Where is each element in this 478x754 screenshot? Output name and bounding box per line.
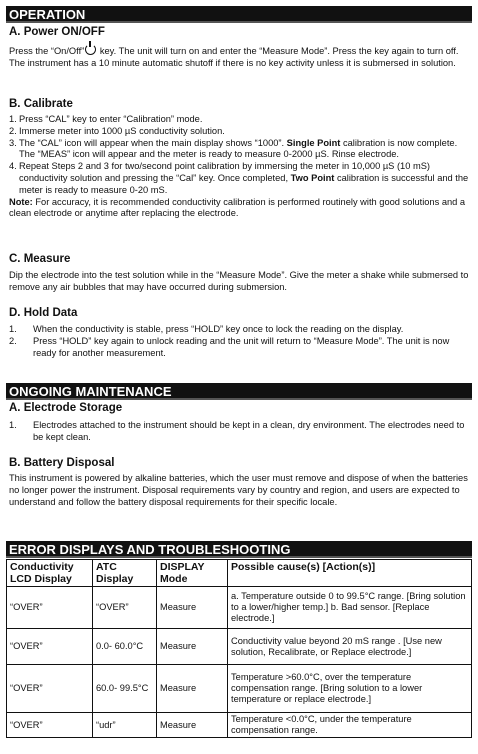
step-text-b: calibration is successful and the meter is ready to measure 0-20 mS. xyxy=(19,172,469,195)
list-item xyxy=(9,114,471,126)
power-paragraph xyxy=(9,44,471,70)
calibrate-heading: B. Calibrate xyxy=(9,98,73,110)
section-operation-header: OPERATION xyxy=(6,6,472,23)
col-display-mode: DISPLAY Mode xyxy=(157,560,228,587)
step-number: 2. xyxy=(9,125,17,136)
col-possible-causes: Possible cause(s) [Action(s)] xyxy=(228,560,472,587)
list-item xyxy=(9,126,471,138)
cell-mode: Measure xyxy=(157,713,228,738)
calibrate-steps xyxy=(9,114,471,220)
section-errors-header: ERROR DISPLAYS AND TROUBLESHOOTING xyxy=(6,541,472,558)
step-text: When the conductivity is stable, press “HOLD” key once to lock the reading on the display. xyxy=(33,324,404,334)
calibrate-note xyxy=(9,197,471,221)
table-row xyxy=(7,713,472,738)
cell-cause: Temperature >60.0°C, over the temperature compensation range. [Bring solution to a lower temperature or replace electrode.] xyxy=(228,665,472,713)
cell-mode: Measure xyxy=(157,629,228,665)
cell-lcd: “OVER” xyxy=(7,713,93,738)
list-item xyxy=(9,420,471,444)
cell-atc: 60.0- 99.5°C xyxy=(93,665,157,713)
note-text: For accuracy, it is recommended conductivity calibration is performed routinely with good solutions and a clean electrode or anytime after replacing the electrode. xyxy=(9,196,466,219)
step-number: 1. xyxy=(9,420,17,430)
measure-heading: C. Measure xyxy=(9,253,71,265)
section-maintenance-header: ONGOING MAINTENANCE xyxy=(6,383,472,400)
cell-lcd: “OVER” xyxy=(7,665,93,713)
step-number: 3. xyxy=(9,137,17,148)
step-text-a: The “CAL” icon will appear when the main display shows “1000”. xyxy=(19,137,287,148)
error-table xyxy=(6,559,472,738)
table-row xyxy=(7,665,472,713)
step-text: Immerse meter into 1000 µS conductivity solution. xyxy=(19,125,225,136)
col-atc-display: ATC Display xyxy=(93,560,157,587)
step-text xyxy=(19,161,471,196)
note-label: Note: xyxy=(9,196,33,207)
step-number: 2. xyxy=(9,335,17,346)
storage-steps xyxy=(9,420,471,444)
cell-atc: “OVER” xyxy=(93,587,157,629)
list-item xyxy=(9,138,471,162)
step-text-b: calibration is now complete. The “MEAS” icon will appear and the meter is ready to measure 0-2000 µS. Rinse electrode. xyxy=(19,137,458,160)
cell-lcd: “OVER” xyxy=(7,629,93,665)
cell-mode: Measure xyxy=(157,587,228,629)
list-item xyxy=(9,161,471,196)
step-text-a: Repeat Steps 2 and 3 for two/second point calibration by immersing the meter in 10,000 µS (10 mS) conductivity solution and pressing the “Cal” key. Once completed, xyxy=(19,161,431,183)
list-item xyxy=(9,324,471,336)
battery-paragraph: This instrument is powered by alkaline batteries, which the user must remove and dispose of when the batteries no longer power the instrument. Disposal requirements vary by country and region, and users are expected to understand and follow the battery disposal requirements for their specific locale. xyxy=(9,473,468,507)
step-text: Press “HOLD” key again to unlock reading and the unit will return to “Measure Mode”. The unit is now ready for another measurement. xyxy=(33,335,450,358)
list-item xyxy=(9,336,471,360)
cell-atc: “udr” xyxy=(93,713,157,738)
table-row xyxy=(7,587,472,629)
power-icon xyxy=(85,44,96,55)
table-header-row xyxy=(7,560,472,587)
step-text: Press “CAL” key to enter “Calibration” mode. xyxy=(19,114,203,124)
power-text-after: key. The unit will turn on and enter the “Measure Mode”. Press the key again to turn off. The instrument has a 10 minute automatic shutoff if there is no key activity unless it is submersed in solution. xyxy=(9,46,459,68)
power-text-before: Press the “On/Off” xyxy=(9,46,85,56)
cell-cause: Conductivity value beyond 20 mS range . [Use new solution, Recalibrate, or Replace electrode.] xyxy=(228,629,472,665)
hold-steps xyxy=(9,324,471,359)
cell-cause: a. Temperature outside 0 to 99.5°C range. [Bring solution to a lower/higher temp.] b. Bad sensor. [Replace electrode.] xyxy=(228,587,472,629)
step-text xyxy=(19,138,471,162)
step-number: 1. xyxy=(9,114,17,124)
step-number: 4. xyxy=(9,161,17,172)
cell-mode: Measure xyxy=(157,665,228,713)
storage-heading: A. Electrode Storage xyxy=(9,402,123,414)
cell-cause: Temperature <0.0°C, under the temperature compensation range. xyxy=(228,713,472,738)
cell-atc: 0.0- 60.0°C xyxy=(93,629,157,665)
battery-heading: B. Battery Disposal xyxy=(9,457,115,469)
measure-paragraph: Dip the electrode into the test solution while in the “Measure Mode”. Give the meter a shake while submersed to remove any air bubbles that may have occurred during submersion. xyxy=(9,270,469,292)
table-row xyxy=(7,629,472,665)
power-heading: A. Power ON/OFF xyxy=(9,26,105,38)
step-bold: Two Point xyxy=(290,172,335,183)
cell-lcd: “OVER” xyxy=(7,587,93,629)
hold-heading: D. Hold Data xyxy=(9,307,78,319)
step-text: Electrodes attached to the instrument should be kept in a clean, dry environment. The electrodes need to be kept clean. xyxy=(33,420,465,442)
step-number: 1. xyxy=(9,324,17,334)
col-lcd-display: Conductivity LCD Display xyxy=(7,560,93,587)
step-bold: Single Point xyxy=(286,137,341,148)
